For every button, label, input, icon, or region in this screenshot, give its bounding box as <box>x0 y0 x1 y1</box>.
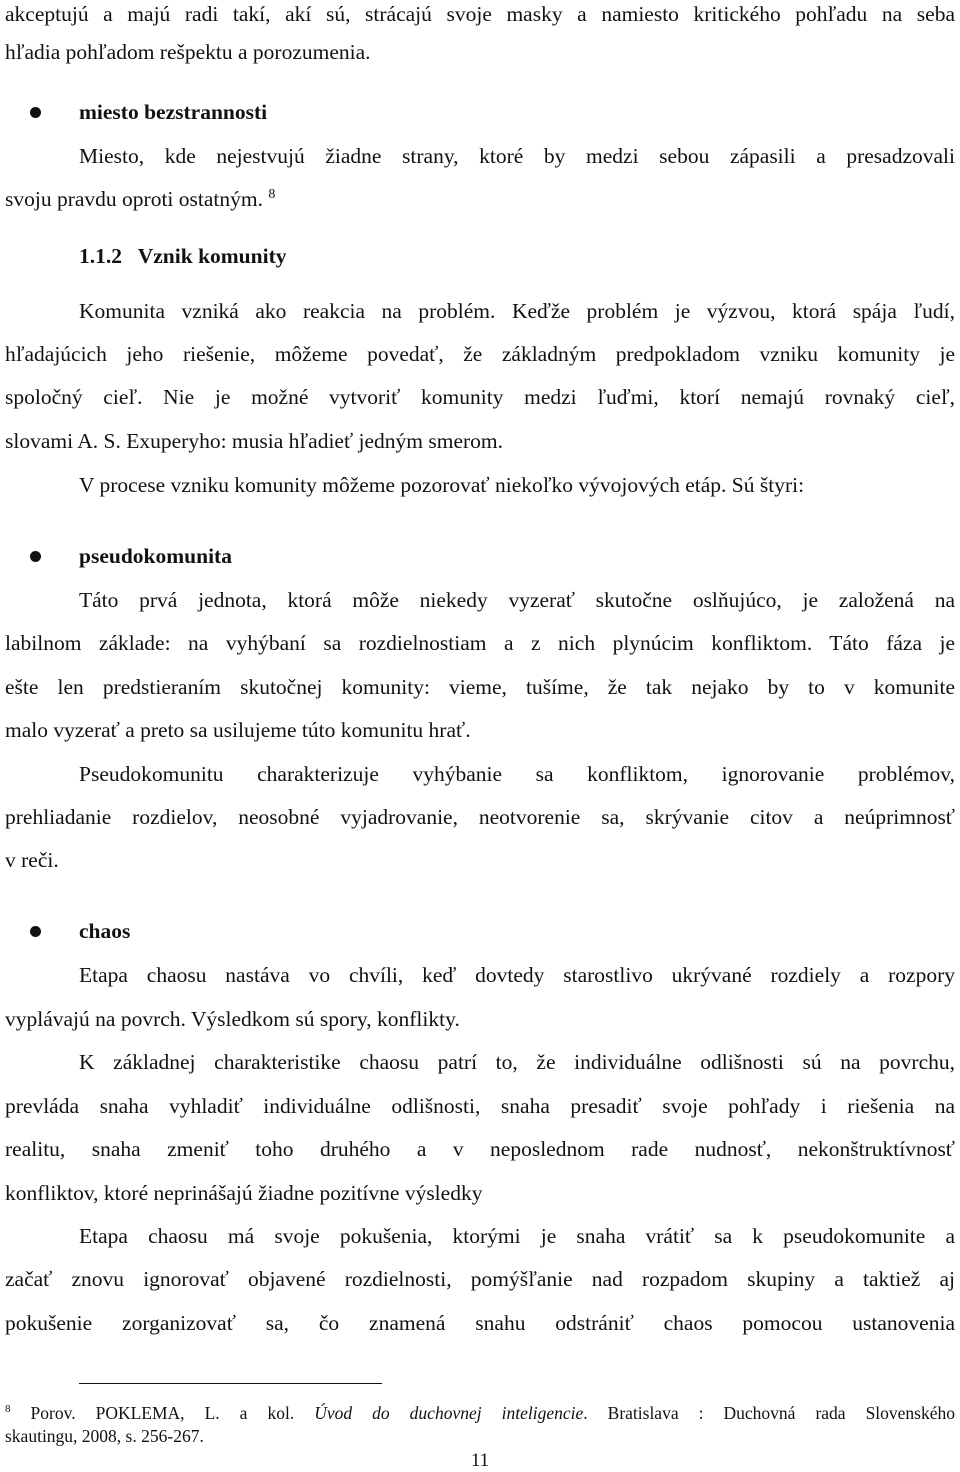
paragraph-line: prehliadanie rozdielov, neosobné vyjadrovanie, neotvorenie sa, skrývanie citov a neúprimnosť <box>5 805 955 829</box>
paragraph-line: Miesto, kde nejestvujú žiadne strany, ktoré by medzi sebou zápasili a presadzovali <box>79 144 955 168</box>
footnote-divider <box>79 1383 382 1384</box>
footnote-number: 8 <box>5 1403 11 1416</box>
paragraph-line: začať znovu ignorovať objavené rozdielnosti, pomýšľanie nad rozpadom skupiny a taktiež aj <box>5 1267 955 1291</box>
bullet-title: pseudokomunita <box>79 544 232 568</box>
paragraph-line: Pseudokomunitu charakterizuje vyhýbanie sa konfliktom, ignorovanie problémov, <box>79 762 955 786</box>
bullet-icon <box>30 107 41 118</box>
paragraph-line: Etapa chaosu nastáva vo chvíli, keď dovtedy starostlivo ukrývané rozdiely a rozpory <box>79 963 955 987</box>
paragraph-line: V procese vzniku komunity môžeme pozorovať niekoľko vývojových etáp. Sú štyri: <box>79 473 805 497</box>
paragraph-line: Táto prvá jednota, ktorá môže niekedy vyzerať skutočne oslňujúco, je založená na <box>79 588 955 612</box>
page-number: 11 <box>470 1450 490 1471</box>
paragraph-line: v reči. <box>5 848 59 872</box>
paragraph-line <box>5 186 955 212</box>
footnote-line: skautingu, 2008, s. 256-267. <box>5 1426 204 1446</box>
bullet-icon <box>30 551 41 562</box>
paragraph-line: hľadajúcich jeho riešenie, môžeme povedať, že základným predpokladom vzniku komunity je <box>5 342 955 366</box>
paragraph-line: akceptujú a majú radi takí, akí sú, strácajú svoje masky a namiesto kritického pohľadu na seba <box>5 2 955 26</box>
paragraph-line: malo vyzerať a preto sa usilujeme túto komunitu hrať. <box>5 718 471 742</box>
paragraph-line: slovami A. S. Exuperyho: musia hľadieť jedným smerom. <box>5 429 504 453</box>
section-heading: 1.1.2 Vznik komunity <box>79 244 287 268</box>
paragraph-line: Etapa chaosu má svoje pokušenia, ktorými je snaha vrátiť sa k pseudokomunite a <box>79 1224 955 1248</box>
bullet-title: miesto bezstrannosti <box>79 100 268 124</box>
paragraph-line: Komunita vzniká ako reakcia na problém. Keďže problém je výzvou, ktorá spája ľudí, <box>79 299 955 323</box>
paragraph-line: ešte len predstieraním skutočnej komunity: vieme, tušíme, že tak nejako by to v komunite <box>5 675 955 699</box>
paragraph-line: labilnom základe: na vyhýbaní sa rozdielnostiam a z nich plynúcim konfliktom. Táto fáza je <box>5 631 955 655</box>
paragraph-line: hľadia pohľadom rešpektu a porozumenia. <box>5 40 371 64</box>
footnote-text: . Bratislava : Duchovná rada Slovenského <box>583 1403 956 1423</box>
footnote-book-title: Úvod do duchovnej inteligencie <box>314 1403 584 1423</box>
footnote-reference: 8 <box>268 186 276 202</box>
paragraph-line: prevláda snaha vyhladiť individuálne odlišnosti, snaha presadiť svoje pohľady i riešenia na <box>5 1094 955 1118</box>
paragraph-text: svoju pravdu oproti ostatným. <box>5 187 263 211</box>
footnote-text: Porov. POKLEMA, L. a kol. <box>30 1403 295 1423</box>
paragraph-line: realitu, snaha zmeniť toho druhého a v neposlednom rade nudnosť, nekonštruktívnosť <box>5 1137 955 1161</box>
bullet-icon <box>30 926 41 937</box>
footnote-line <box>5 1402 955 1424</box>
paragraph-line: konfliktov, ktoré neprinášajú žiadne pozitívne výsledky <box>5 1181 483 1205</box>
paragraph-line: pokušenie zorganizovať sa, čo znamená snahu odstrániť chaos pomocou ustanovenia <box>5 1311 955 1335</box>
bullet-title: chaos <box>79 919 131 943</box>
paragraph-line: vyplávajú na povrch. Výsledkom sú spory, konflikty. <box>5 1007 460 1031</box>
paragraph-line: K základnej charakteristike chaosu patrí to, že individuálne odlišnosti sú na povrchu, <box>79 1050 955 1074</box>
paragraph-line: spoločný cieľ. Nie je možné vytvoriť komunity medzi ľuďmi, ktorí nemajú rovnaký cieľ, <box>5 385 955 409</box>
